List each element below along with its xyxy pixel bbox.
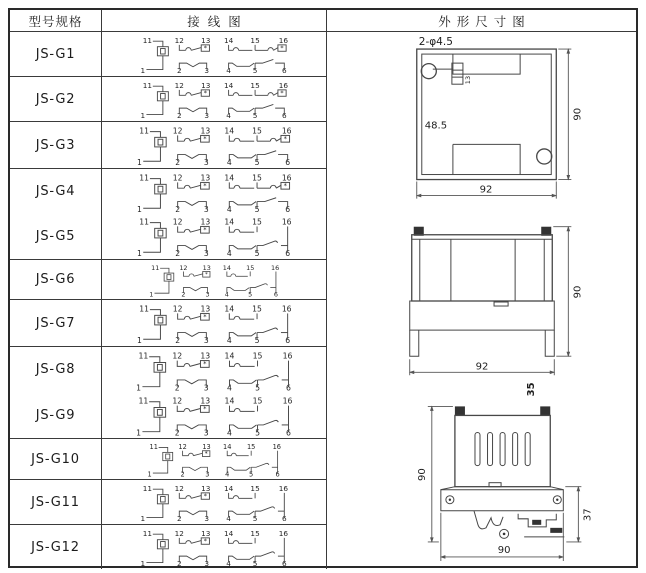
terminal-13: 13 <box>201 36 211 46</box>
terminal-12: 12 <box>172 304 183 314</box>
relay-coil <box>142 357 165 387</box>
terminal-13: 13 <box>202 443 211 452</box>
terminal-16: 16 <box>272 443 281 452</box>
terminal-4: 4 <box>226 249 232 258</box>
model-label: JS-G10 <box>31 451 80 467</box>
relay-coil <box>143 310 166 340</box>
terminal-3: 3 <box>204 111 210 120</box>
contact-group-b: * <box>229 493 285 518</box>
terminal-13: 13 <box>200 396 211 406</box>
terminal-14: 14 <box>224 304 235 314</box>
terminal-14: 14 <box>224 217 235 227</box>
terminal-1: 1 <box>136 428 142 437</box>
outline-dimension-cell <box>327 32 636 569</box>
terminal-11: 11 <box>142 484 152 494</box>
terminal-15: 15 <box>250 36 260 46</box>
wiring-cell <box>102 260 327 300</box>
wiring-diagram <box>107 481 321 523</box>
terminal-6: 6 <box>286 428 291 437</box>
model-label: JS-G4 <box>35 184 76 199</box>
star-mark: * <box>203 225 207 234</box>
terminal-15: 15 <box>246 443 256 452</box>
star-mark: * <box>280 44 284 53</box>
plain-contact-16 <box>258 405 289 431</box>
relay-coil <box>146 489 168 517</box>
terminal-2: 2 <box>174 383 180 393</box>
terminal-5: 5 <box>249 470 254 478</box>
wiring-cell <box>102 480 327 525</box>
clip-depth-dim: 13 <box>463 75 472 85</box>
relay-coil <box>146 86 168 114</box>
rear-width-dim: 92 <box>479 184 493 196</box>
terminal-16: 16 <box>281 126 292 136</box>
terminal-1: 1 <box>136 158 142 167</box>
model-cell <box>10 169 102 260</box>
terminal-4: 4 <box>227 428 232 437</box>
terminal-1: 1 <box>136 383 142 393</box>
terminal-14: 14 <box>223 81 234 91</box>
terminal-1: 1 <box>136 336 142 345</box>
terminal-1: 1 <box>136 249 142 258</box>
terminal-11: 11 <box>151 263 160 272</box>
terminal-3: 3 <box>203 336 209 345</box>
terminal-3: 3 <box>204 559 210 568</box>
terminal-4: 4 <box>224 290 229 298</box>
terminal-14: 14 <box>224 126 235 136</box>
plain-contact-16 <box>255 538 284 563</box>
wiring-cell <box>102 347 327 439</box>
contact-group-b: * <box>227 271 276 293</box>
relay-coil <box>143 223 166 253</box>
model-label: JS-G3 <box>35 137 76 153</box>
plain-contact-16 <box>255 493 284 518</box>
plain-contact-16 <box>257 226 288 252</box>
terminal-4: 4 <box>226 559 231 568</box>
terminal-3: 3 <box>203 428 209 437</box>
terminal-3: 3 <box>203 158 209 167</box>
terminal-3: 3 <box>205 290 210 298</box>
star-mark: * <box>203 44 207 53</box>
terminal-2: 2 <box>176 559 182 568</box>
header-model-col: 型号规格 <box>10 10 102 32</box>
terminal-15: 15 <box>252 351 263 361</box>
star-mark: * <box>280 89 284 98</box>
terminal-12: 12 <box>172 173 183 183</box>
model-cell <box>10 300 102 347</box>
terminal-12: 12 <box>172 396 183 406</box>
model-cell <box>10 480 102 525</box>
model-label: JS-G11 <box>31 494 80 510</box>
spring-clip <box>474 511 564 539</box>
terminal-16: 16 <box>281 304 292 314</box>
model-label: JS-G6 <box>35 272 76 287</box>
terminal-15: 15 <box>246 263 255 272</box>
inner-width-dim: 48.5 <box>424 120 448 132</box>
terminal-2: 2 <box>175 249 181 258</box>
vent-slots <box>475 432 530 465</box>
model-cell <box>10 32 102 77</box>
relay-coil <box>154 268 173 293</box>
terminal-2: 2 <box>176 66 182 75</box>
terminal-5: 5 <box>252 514 258 523</box>
front-height-dim: 90 <box>572 285 584 299</box>
terminal-14: 14 <box>223 443 232 452</box>
star-mark: * <box>283 134 287 143</box>
model-cell <box>10 347 102 439</box>
terminal-6: 6 <box>281 111 287 120</box>
wiring-cell <box>102 77 327 122</box>
terminal-2: 2 <box>176 514 182 523</box>
hole-spec-label: 2-φ4.5 <box>418 36 453 49</box>
terminal-13: 13 <box>200 173 211 183</box>
terminal-16: 16 <box>282 351 293 361</box>
terminal-13: 13 <box>200 351 211 361</box>
terminal-11: 11 <box>138 351 149 361</box>
terminal-4: 4 <box>226 336 232 345</box>
model-label: JS-G12 <box>31 539 80 555</box>
terminal-6: 6 <box>286 383 291 393</box>
terminal-12: 12 <box>179 263 188 272</box>
rear-height-dim: 90 <box>572 107 584 121</box>
terminal-12: 12 <box>174 36 184 46</box>
terminal-1: 1 <box>140 559 146 568</box>
terminal-13: 13 <box>200 126 211 136</box>
terminal-1: 1 <box>140 66 146 75</box>
model-label: JS-G8 <box>35 362 76 378</box>
terminal-15: 15 <box>250 529 260 539</box>
terminal-16: 16 <box>281 217 292 227</box>
star-mark: * <box>204 451 208 458</box>
star-mark: * <box>203 312 207 321</box>
terminal-11: 11 <box>139 304 150 314</box>
terminal-13: 13 <box>200 304 211 314</box>
star-mark: * <box>204 272 208 279</box>
terminal-13: 13 <box>202 263 211 272</box>
terminal-13: 13 <box>200 217 211 227</box>
outline-dimension-drawings <box>327 32 636 569</box>
terminal-11: 11 <box>142 81 152 91</box>
terminal-5: 5 <box>248 290 253 298</box>
wiring-diagram <box>107 301 321 345</box>
wiring-cell <box>102 300 327 347</box>
terminal-2: 2 <box>175 205 181 214</box>
terminal-14: 14 <box>223 484 234 494</box>
terminal-16: 16 <box>282 396 293 406</box>
terminal-15: 15 <box>252 217 262 227</box>
side-view-drawing <box>417 406 594 561</box>
terminal-12: 12 <box>172 126 183 136</box>
terminal-6: 6 <box>285 336 291 345</box>
terminal-6: 6 <box>285 249 291 258</box>
relay-coil <box>142 401 165 431</box>
terminal-4: 4 <box>226 66 231 75</box>
top-tab <box>455 406 465 415</box>
terminal-2: 2 <box>174 428 180 437</box>
terminal-15: 15 <box>252 126 262 136</box>
terminal-6: 6 <box>285 158 291 167</box>
wiring-cell <box>102 32 327 77</box>
terminal-14: 14 <box>224 396 235 406</box>
model-label: JS-G9 <box>35 407 76 423</box>
wiring-diagram <box>107 393 321 438</box>
terminal-12: 12 <box>172 351 183 361</box>
terminal-11: 11 <box>139 126 150 136</box>
terminal-16: 16 <box>278 529 289 539</box>
top-tab <box>540 406 550 415</box>
terminal-15: 15 <box>252 396 263 406</box>
plain-contact-16 <box>250 271 276 293</box>
terminal-12: 12 <box>174 484 184 494</box>
mounting-hole <box>537 149 552 164</box>
wiring-diagram <box>107 123 321 167</box>
mounting-bracket <box>441 487 563 511</box>
side-width-dim: 90 <box>497 544 511 556</box>
wiring-diagram <box>107 214 321 258</box>
wiring-cell <box>102 525 327 569</box>
wiring-cell <box>102 439 327 480</box>
mount-depth-dim: 37 <box>582 508 594 522</box>
side-height-dim: 90 <box>416 468 428 482</box>
contact-group-b: * <box>229 226 287 252</box>
terminal-3: 3 <box>203 249 209 258</box>
terminal-15: 15 <box>252 173 262 183</box>
model-cell <box>10 122 102 169</box>
terminal-6: 6 <box>275 470 280 478</box>
terminal-4: 4 <box>226 514 231 523</box>
plain-contact-16 <box>251 451 277 473</box>
terminal-5: 5 <box>252 66 258 75</box>
terminal-3: 3 <box>204 514 210 523</box>
terminal-16: 16 <box>271 263 280 272</box>
star-mark: * <box>203 181 207 190</box>
wiring-diagram <box>107 440 321 478</box>
wiring-diagram <box>107 170 321 214</box>
mounting-hole <box>421 64 436 79</box>
model-cell <box>10 439 102 480</box>
relay-coil <box>146 534 168 562</box>
model-cell <box>10 525 102 569</box>
star-mark: * <box>203 134 207 143</box>
terminal-1: 1 <box>136 205 142 214</box>
terminal-13: 13 <box>201 529 211 539</box>
star-mark: * <box>203 404 207 413</box>
model-cell <box>10 77 102 122</box>
relay-coil <box>143 132 166 162</box>
terminal-14: 14 <box>223 529 234 539</box>
front-width-dim: 92 <box>475 361 489 373</box>
terminal-14: 14 <box>224 173 235 183</box>
terminal-6: 6 <box>285 205 291 214</box>
terminal-3: 3 <box>204 66 210 75</box>
terminal-14: 14 <box>222 263 231 272</box>
terminal-3: 3 <box>203 205 209 214</box>
terminal-5: 5 <box>254 336 260 345</box>
terminal-1: 1 <box>147 470 152 478</box>
terminal-2: 2 <box>175 158 181 167</box>
terminal-13: 13 <box>201 81 211 91</box>
relay-coil <box>143 179 166 209</box>
terminal-11: 11 <box>149 443 158 452</box>
terminal-6: 6 <box>281 514 287 523</box>
model-label: JS-G2 <box>35 91 76 107</box>
terminal-4: 4 <box>226 158 232 167</box>
spec-table <box>8 8 638 568</box>
terminal-12: 12 <box>174 81 184 91</box>
terminal-5: 5 <box>255 383 260 393</box>
terminal-11: 11 <box>142 529 152 539</box>
rear-view-drawing <box>417 36 584 199</box>
wiring-diagram <box>107 261 321 298</box>
plain-contact-16 <box>258 361 289 387</box>
terminal-4: 4 <box>225 470 230 478</box>
contact-group-b: * <box>229 405 288 431</box>
terminal-4: 4 <box>226 205 232 214</box>
contact-group-b: * <box>229 313 287 339</box>
terminal-5: 5 <box>255 428 260 437</box>
terminal-12: 12 <box>178 443 187 452</box>
model-cell <box>10 260 102 300</box>
wiring-diagram <box>107 526 321 568</box>
terminal-2: 2 <box>180 470 185 478</box>
wiring-cell <box>102 122 327 169</box>
terminal-5: 5 <box>252 111 258 120</box>
terminal-5: 5 <box>254 158 260 167</box>
star-mark: * <box>203 360 207 369</box>
terminal-11: 11 <box>142 36 152 46</box>
terminal-14: 14 <box>224 351 235 361</box>
header-outline-col: 外形尺寸图 <box>327 10 636 32</box>
wiring-cell <box>102 169 327 260</box>
terminal-1: 1 <box>140 514 146 523</box>
terminal-6: 6 <box>273 290 278 298</box>
terminal-6: 6 <box>281 66 287 75</box>
wiring-diagram <box>107 33 321 75</box>
relay-coil <box>153 447 173 473</box>
terminal-5: 5 <box>254 205 260 214</box>
contact-group-b: * <box>227 451 277 473</box>
star-mark: * <box>283 181 287 190</box>
wiring-diagram <box>107 78 321 120</box>
terminal-15: 15 <box>250 81 260 91</box>
terminal-5: 5 <box>252 559 258 568</box>
model-label: JS-G5 <box>35 229 76 244</box>
header-wiring-col: 接线图 <box>102 10 327 32</box>
terminal-2: 2 <box>175 336 181 345</box>
terminal-5: 5 <box>254 249 260 258</box>
relay-coil <box>146 41 168 69</box>
terminal-6: 6 <box>281 559 287 568</box>
terminal-12: 12 <box>174 529 184 539</box>
terminal-11: 11 <box>139 217 150 227</box>
terminal-2: 2 <box>176 111 182 120</box>
model-label: JS-G1 <box>35 46 76 62</box>
terminal-16: 16 <box>278 81 289 91</box>
terminal-3: 3 <box>203 383 209 393</box>
terminal-11: 11 <box>138 396 149 406</box>
terminal-15: 15 <box>250 484 260 494</box>
contact-group-b: * <box>229 538 285 563</box>
terminal-16: 16 <box>281 173 292 183</box>
star-mark: * <box>203 89 207 98</box>
terminal-1: 1 <box>140 111 146 120</box>
terminal-2: 2 <box>181 290 186 298</box>
terminal-16: 16 <box>278 484 289 494</box>
terminal-13: 13 <box>201 484 211 494</box>
star-mark: * <box>203 492 207 501</box>
terminal-11: 11 <box>139 173 150 183</box>
terminal-1: 1 <box>149 290 154 298</box>
terminal-3: 3 <box>205 470 210 478</box>
terminal-4: 4 <box>226 111 231 120</box>
front-view-drawing <box>410 227 584 397</box>
wiring-diagram <box>107 348 321 393</box>
terminal-12: 12 <box>172 217 183 227</box>
rail-width-dim: 35 <box>526 382 538 397</box>
star-mark: * <box>203 537 207 546</box>
model-label: JS-G7 <box>35 315 76 331</box>
terminal-16: 16 <box>278 36 289 46</box>
plain-contact-16 <box>257 313 288 339</box>
terminal-14: 14 <box>223 36 234 46</box>
terminal-15: 15 <box>252 304 262 314</box>
contact-group-b: * <box>229 361 288 387</box>
terminal-4: 4 <box>227 383 232 393</box>
